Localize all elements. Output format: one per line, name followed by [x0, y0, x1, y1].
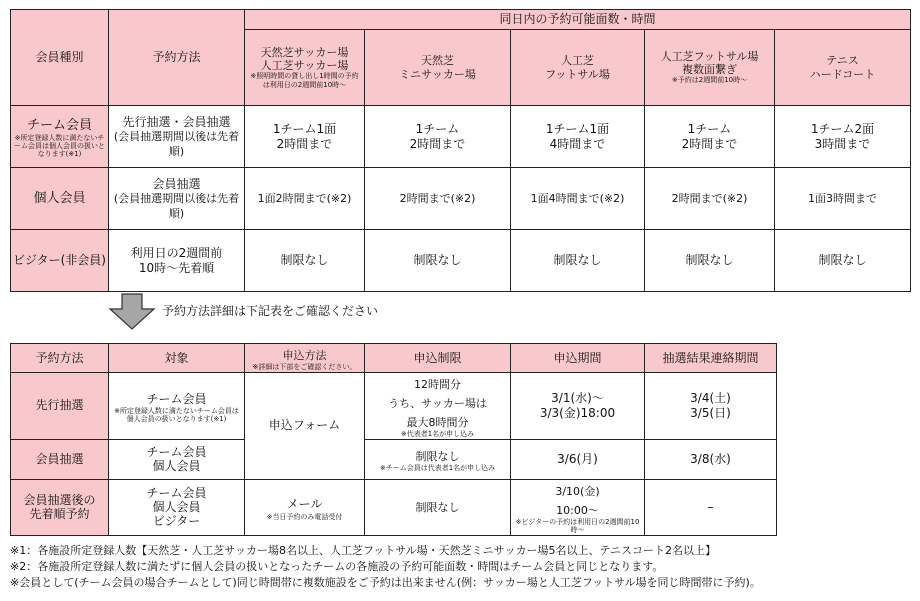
- method-cell: 先行抽選・会員抽選 (会員抽選期間以後は先着順): [109, 106, 245, 168]
- apply-mail-cell: メール ※当日予約のみ電話受付: [245, 479, 365, 535]
- footnote-1: ※1：各施設所定登録人数【天然芝・人工芝サッカー場8名以上、人工芝フットサル場・天然芝ミニサッカー場5名以上、テニスコート2名以上】: [10, 544, 717, 557]
- target-cell: チーム会員 ※所定登録人数に満たないチーム会員は個人会員の扱いとなります(※1): [109, 372, 245, 439]
- limit-cell: 1チーム2面 3時間まで: [775, 106, 911, 168]
- facility-header-tennis: テニス ハードコート: [775, 30, 911, 106]
- limit-cell: 制限なし: [511, 230, 645, 292]
- limit-cell: 12時間分 うち、サッカー場は 最大8時間分 ※代表者1名が申し込み: [365, 372, 511, 439]
- col-header-period: 申込期間: [511, 344, 645, 373]
- facility-header-mini-soccer: 天然芝 ミニサッカー場: [365, 30, 511, 106]
- limit-cell: 2時間まで(※2): [645, 168, 775, 230]
- limit-cell: 1チーム 2時間まで: [645, 106, 775, 168]
- period-cell: 3/6(月): [511, 439, 645, 479]
- target-cell: チーム会員 個人会員: [109, 439, 245, 479]
- limit-cell: 制限なし: [245, 230, 365, 292]
- col-header-method: 予約方法: [11, 344, 109, 373]
- table-row: [11, 439, 777, 479]
- limit-cell: 1チーム1面 4時間まで: [511, 106, 645, 168]
- method-cell: 会員抽選 (会員抽選期間以後は先着順): [109, 168, 245, 230]
- method-cell: 利用日の2週間前 10時〜先着順: [109, 230, 245, 292]
- col-header-limit: 申込制限: [365, 344, 511, 373]
- member-type-header: 会員種別: [11, 10, 109, 106]
- member-type-team: チーム会員 ※所定登録人数に満たないチーム会員は個人会員の扱いとなります(※1): [11, 106, 109, 168]
- limit-cell: 1面2時間まで(※2): [245, 168, 365, 230]
- method-member-lottery: 会員抽選: [11, 439, 109, 479]
- apply-form-cell: 申込フォーム: [245, 372, 365, 479]
- limit-cell: 制限なし: [365, 479, 511, 535]
- target-cell: チーム会員 個人会員 ビジター: [109, 479, 245, 535]
- facility-header-futsal: 人工芝 フットサル場: [511, 30, 645, 106]
- result-cell: 3/4(土) 3/5(日): [645, 372, 777, 439]
- limit-cell: 1チーム1面 2時間まで: [245, 106, 365, 168]
- period-cell: 3/1(水)〜 3/3(金)18:00: [511, 372, 645, 439]
- reservation-method-table: [10, 343, 777, 536]
- limit-cell: 1面4時間まで(※2): [511, 168, 645, 230]
- col-header-target: 対象: [109, 344, 245, 373]
- facility-limits-table: [10, 9, 911, 292]
- footnotes: [10, 543, 761, 591]
- table-row: [11, 230, 911, 292]
- limit-cell: 1チーム 2時間まで: [365, 106, 511, 168]
- limit-cell: 制限なし: [365, 230, 511, 292]
- col-header-apply-method: 申込方法 ※詳細は下部をご確認ください。: [245, 344, 365, 373]
- footnote-3: ※会員として(チーム会員の場合チームとして)同じ時間帯に複数施設をご予約は出来ません(例：サッカー場と人工芝フットサル場を同じ時間帯に予約)。: [10, 576, 761, 589]
- table-row: [11, 372, 777, 439]
- limit-cell: 1面3時間まで: [775, 168, 911, 230]
- member-type-visitor: ビジター(非会員): [11, 230, 109, 292]
- table-row: [11, 168, 911, 230]
- limit-cell: 2時間まで(※2): [365, 168, 511, 230]
- availability-header: 同日内の予約可能面数・時間: [245, 10, 911, 30]
- detail-note: 予約方法詳細は下記表をご確認ください: [162, 304, 379, 318]
- period-cell: 3/10(金) 10:00〜 ※ビジターの予約は利用日の2週間前10時〜: [511, 479, 645, 535]
- method-early-lottery: 先行抽選: [11, 372, 109, 439]
- result-cell: –: [645, 479, 777, 535]
- table-row: [11, 479, 777, 535]
- col-header-result: 抽選結果連絡期間: [645, 344, 777, 373]
- limit-cell: 制限なし: [775, 230, 911, 292]
- method-header: 予約方法: [109, 10, 245, 106]
- facility-header-soccer: 天然芝サッカー場 人工芝サッカー場 ※照明時間の貸し出し1時間の予約は利用日の2週間前10時〜: [245, 30, 365, 106]
- method-first-come: 会員抽選後の 先着順予約: [11, 479, 109, 535]
- result-cell: 3/8(水): [645, 439, 777, 479]
- facility-header-futsal-multi: 人工芝フットサル場 複数面繋ぎ ※予約は2週間前10時〜: [645, 30, 775, 106]
- footnote-2: ※2：各施設所定登録人数に満たずに個人会員の扱いとなったチームの各施設の予約可能面数・時間はチーム会員と同じとなります。: [10, 560, 664, 573]
- limit-cell: 制限なし: [645, 230, 775, 292]
- table-row: [11, 106, 911, 168]
- limit-cell: 制限なし ※チーム会員は代表者1名が申し込み: [365, 439, 511, 479]
- member-type-individual: 個人会員: [11, 168, 109, 230]
- down-arrow-icon: [108, 293, 156, 331]
